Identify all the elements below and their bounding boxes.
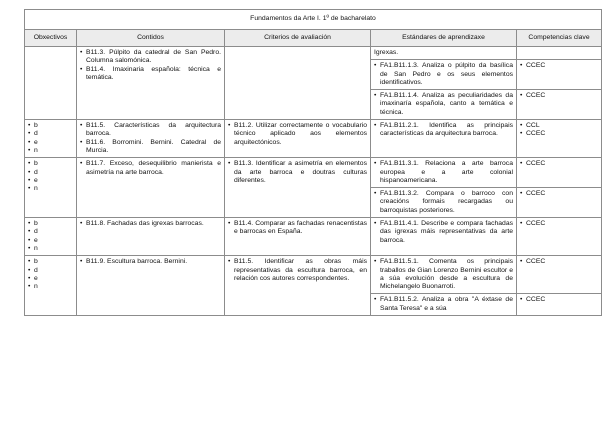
contidos-cell (77, 47, 225, 120)
estandar-cell (371, 90, 517, 120)
contido-item: • B11.8. Fachadas das igrexas barrocas. (80, 220, 221, 228)
table-body (25, 47, 602, 316)
competencia-item: • CCEC (520, 62, 598, 70)
header-contidos: Contidos (77, 30, 225, 47)
objective-item: • d (28, 228, 73, 236)
contido-item-list (80, 49, 221, 82)
estandar-item: • FA1.B11.3.1. Relaciona a arte barroca europea e a arte colonial hispanoamericana. (374, 160, 513, 185)
obxectivos-cell (25, 47, 77, 120)
table-row (25, 158, 602, 188)
estandar-list (374, 122, 513, 139)
objective-item: • n (28, 283, 73, 291)
criterio-item: • B11.2. Utilizar correctamente o vocabulario técnico aplicado aos elementos arquitectónicos. (228, 122, 367, 147)
criterio-list (228, 258, 367, 283)
contido-item-list (80, 258, 221, 266)
contido-item: • B11.7. Exceso, desequilibrio manierista e asimetría na arte barroca. (80, 160, 221, 177)
contidos-cell (77, 256, 225, 316)
objective-item: • b (28, 220, 73, 228)
estandar-list (374, 296, 513, 313)
obxectivos-cell (25, 158, 77, 218)
objective-item: • n (28, 147, 73, 155)
objective-item: • n (28, 185, 73, 193)
objective-item: • e (28, 237, 73, 245)
contido-item-list (80, 220, 221, 228)
header-criterios: Criterios de avaliación (225, 30, 371, 47)
objective-item: • d (28, 169, 73, 177)
curriculum-table (24, 9, 602, 316)
competencia-item-list (520, 62, 598, 70)
criterio-cell (225, 47, 371, 120)
objective-item: • e (28, 139, 73, 147)
competencia-item: • CCEC (520, 160, 598, 168)
table-row (25, 120, 602, 158)
competencia-item: • CCEC (520, 92, 598, 100)
contidos-cell (77, 120, 225, 158)
objective-item: • b (28, 160, 73, 168)
contido-item: • B11.5. Características da arquitectura barroca. (80, 122, 221, 139)
table-row (25, 47, 602, 60)
estandar-cell (371, 120, 517, 158)
estandar-item: • FA1.B11.5.2. Analiza a obra "A éxtase de Santa Teresa" e a súa (374, 296, 513, 313)
estandar-list (374, 92, 513, 117)
objective-item-list (28, 220, 73, 253)
objective-item: • d (28, 130, 73, 138)
estandar-cell (371, 256, 517, 294)
objective-item: • e (28, 177, 73, 185)
criterio-cell (225, 120, 371, 158)
competencias-cell (517, 60, 602, 90)
criterio-item: • B11.5. Identificar as obras máis representativas da escultura barroca, en relación cos autores correspondentes. (228, 258, 367, 283)
competencias-cell (517, 47, 602, 60)
estandar-cell (371, 218, 517, 256)
estandar-cell (371, 158, 517, 188)
competencia-item-list (520, 220, 598, 228)
competencia-item: • CCEC (520, 190, 598, 198)
objective-item-list (28, 160, 73, 193)
competencia-item: • CCEC (520, 296, 598, 304)
contido-item: • B11.9. Escultura barroca. Bernini. (80, 258, 221, 266)
table-title: Fundamentos da Arte I. 1º de bacharelato (25, 10, 602, 30)
competencias-cell (517, 188, 602, 218)
competencia-item: • CCL (520, 122, 598, 130)
estandar-item: • FA1.B11.4.1. Describe e compara fachadas das igrexas máis representativas da arte barroca. (374, 220, 513, 245)
competencias-cell (517, 120, 602, 158)
objective-item: • b (28, 258, 73, 266)
objective-item: • b (28, 122, 73, 130)
competencia-item-list (520, 122, 598, 139)
contido-item-list (80, 160, 221, 177)
competencia-item: • CCEC (520, 258, 598, 266)
obxectivos-cell (25, 120, 77, 158)
contido-item: • B11.6. Borromini. Bernini. Catedral de Murcia. (80, 139, 221, 156)
obxectivos-cell (25, 218, 77, 256)
competencias-cell (517, 90, 602, 120)
estandar-cell (371, 60, 517, 90)
estandar-cell (371, 294, 517, 316)
competencia-item-list (520, 296, 598, 304)
competencia-item-list (520, 190, 598, 198)
estandar-list (374, 258, 513, 291)
header-estandares: Estándares de aprendizaxe (371, 30, 517, 47)
header-obxectivos: Obxectivos (25, 30, 77, 47)
competencia-item-list (520, 160, 598, 168)
estandar-item: • FA1.B11.1.3. Analiza o púlpito da basílica de San Pedro e os seus elementos identificativos. (374, 62, 513, 87)
table-row (25, 218, 602, 256)
competencia-item: • CCEC (520, 220, 598, 228)
competencia-item-list (520, 92, 598, 100)
criterio-list (228, 160, 367, 185)
estandar-item: • FA1.B11.2.1. Identifica as principais características da arquitectura barroca. (374, 122, 513, 139)
criterio-cell (225, 256, 371, 316)
contidos-cell (77, 158, 225, 218)
objective-item: • e (28, 275, 73, 283)
estandar-cell (371, 47, 517, 60)
competencia-item-list (520, 258, 598, 266)
estandar-list (374, 62, 513, 87)
criterio-item: • B11.4. Comparar as fachadas renacentistas e barrocas en España. (228, 220, 367, 237)
estandar-item: Igrexas. (374, 49, 399, 56)
contido-item: • B11.3. Púlpito da catedral de San Pedro. Columna salomónica. (80, 49, 221, 66)
contido-item-list (80, 122, 221, 155)
contido-item: • B11.4. Imaxinaria española: técnica e temática. (80, 66, 221, 83)
estandar-list (374, 160, 513, 185)
obxectivos-cell (25, 256, 77, 316)
estandar-list (374, 220, 513, 245)
competencias-cell (517, 256, 602, 294)
criterio-list (228, 220, 367, 237)
table-row (25, 256, 602, 294)
estandar-cell (371, 188, 517, 218)
objective-item-list (28, 258, 73, 291)
objective-item: • n (28, 245, 73, 253)
estandar-list (374, 190, 513, 215)
estandar-item: • FA1.B11.1.4. Analiza as peculiaridades da imaxinaría española, canto a temática e técnica. (374, 92, 513, 117)
estandar-item: • FA1.B11.3.2. Compara o barroco con creacións formais recargadas ou barroquistas posteriores. (374, 190, 513, 215)
criterio-item: • B11.3. Identificar a asimetría en elementos da arte barroca e doutras culturas diferentes. (228, 160, 367, 185)
competencias-cell (517, 218, 602, 256)
objective-item-list (28, 122, 73, 155)
header-competencias: Competencias clave (517, 30, 602, 47)
criterio-cell (225, 158, 371, 218)
estandar-item: • FA1.B11.5.1. Comenta os principais traballos de Gian Lorenzo Bernini escultor e a súa evolución desde a escultura de Michelangelo Buonarroti. (374, 258, 513, 291)
objective-item: • d (28, 267, 73, 275)
criterio-list (228, 122, 367, 147)
contidos-cell (77, 218, 225, 256)
competencias-cell (517, 294, 602, 316)
competencias-cell (517, 158, 602, 188)
criterio-cell (225, 218, 371, 256)
competencia-item: • CCEC (520, 130, 598, 138)
